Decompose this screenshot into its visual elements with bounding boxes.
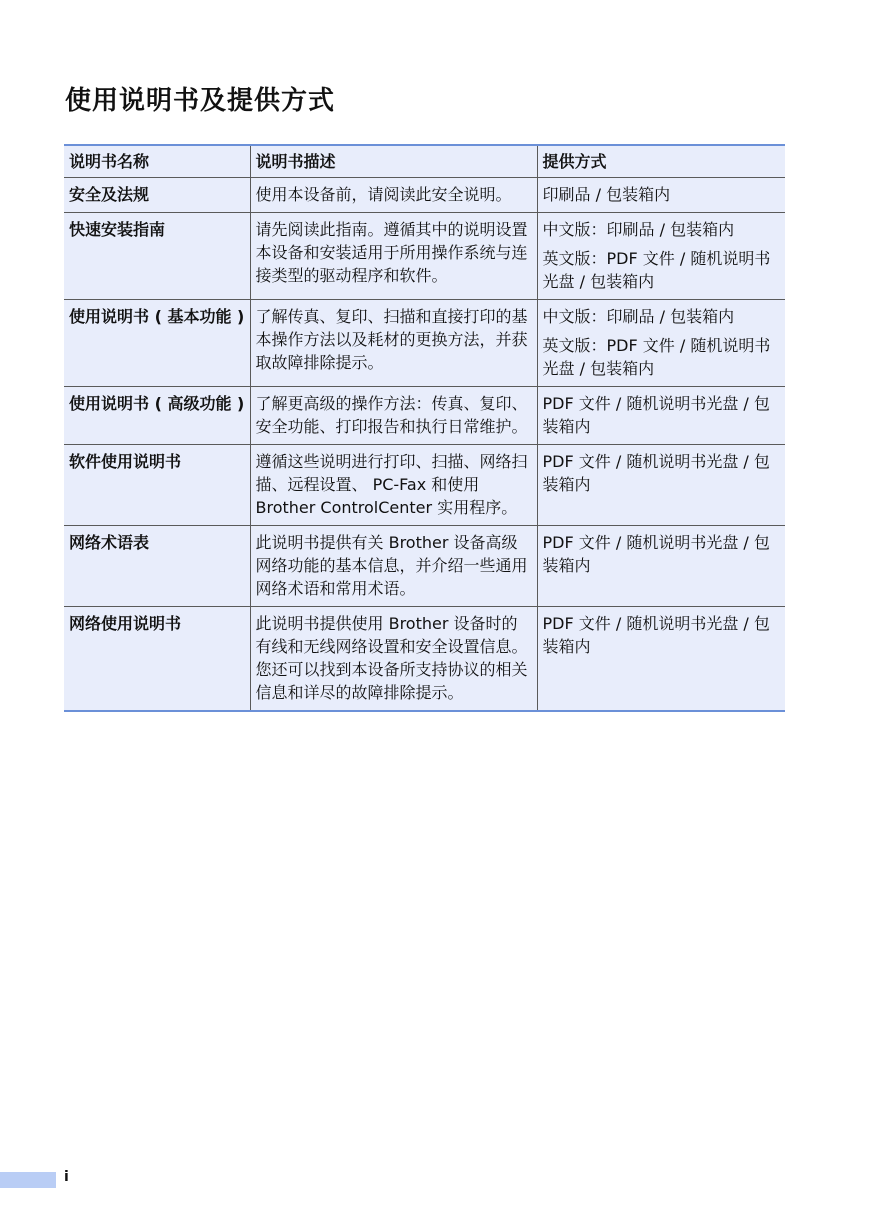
- delivery-text: 中文版：印刷品 / 包装箱内: [542, 307, 735, 326]
- delivery-cell: [537, 445, 785, 526]
- manual-name: 使用说明书 ( 基本功能 ): [64, 300, 250, 387]
- table-row: [64, 300, 785, 387]
- delivery-cell: [537, 607, 785, 711]
- table-header-row: [64, 146, 785, 178]
- manuals-table: [64, 144, 785, 712]
- manual-description: 请先阅读此指南。遵循其中的说明设置本设备和安装适用于所用操作系统与连接类型的驱动程序和软件。: [250, 213, 537, 300]
- table-row: [64, 178, 785, 213]
- manual-name: 网络使用说明书: [64, 607, 250, 711]
- delivery-text: 英文版：PDF 文件 / 随机说明书光盘 / 包装箱内: [542, 249, 771, 291]
- manual-description: 了解传真、复印、扫描和直接打印的基本操作方法以及耗材的更换方法，并获取故障排除提示。: [250, 300, 537, 387]
- delivery-cell: [537, 178, 785, 213]
- manual-description: 使用本设备前，请阅读此安全说明。: [250, 178, 537, 213]
- header-delivery-method: 提供方式: [537, 146, 785, 178]
- delivery-text: PDF 文件 / 随机说明书光盘 / 包装箱内: [542, 394, 770, 436]
- page-title: 使用说明书及提供方式: [65, 86, 336, 116]
- manual-description: 此说明书提供有关 Brother 设备高级网络功能的基本信息，并介绍一些通用网络术语和常用术语。: [250, 526, 537, 607]
- delivery-cell: [537, 213, 785, 300]
- header-manual-name: 说明书名称: [64, 146, 250, 178]
- delivery-text: PDF 文件 / 随机说明书光盘 / 包装箱内: [542, 533, 770, 575]
- delivery-text: 英文版：PDF 文件 / 随机说明书光盘 / 包装箱内: [542, 336, 771, 378]
- delivery-cell: [537, 300, 785, 387]
- table-row: [64, 607, 785, 711]
- manual-description: 此说明书提供使用 Brother 设备时的有线和无线网络设置和安全设置信息。您还可以找到本设备所支持协议的相关信息和详尽的故障排除提示。: [250, 607, 537, 711]
- delivery-text: 印刷品 / 包装箱内: [542, 185, 671, 204]
- manual-name: 使用说明书 ( 高级功能 ): [64, 387, 250, 445]
- table-row: [64, 387, 785, 445]
- delivery-cell: [537, 526, 785, 607]
- delivery-text: PDF 文件 / 随机说明书光盘 / 包装箱内: [542, 452, 770, 494]
- manual-name: 快速安装指南: [64, 213, 250, 300]
- page-tab-marker: [0, 1172, 56, 1188]
- manual-description: 了解更高级的操作方法：传真、复印、安全功能、打印报告和执行日常维护。: [250, 387, 537, 445]
- delivery-cell: [537, 387, 785, 445]
- delivery-text: PDF 文件 / 随机说明书光盘 / 包装箱内: [542, 614, 770, 656]
- manual-name: 软件使用说明书: [64, 445, 250, 526]
- delivery-text: 中文版：印刷品 / 包装箱内: [542, 220, 735, 239]
- manual-description: 遵循这些说明进行打印、扫描、网络扫描、远程设置、 PC-Fax 和使用 Brother ControlCenter 实用程序。: [250, 445, 537, 526]
- manual-name: 安全及法规: [64, 178, 250, 213]
- manual-name: 网络术语表: [64, 526, 250, 607]
- table-row: [64, 526, 785, 607]
- header-manual-description: 说明书描述: [250, 146, 537, 178]
- table-row: [64, 213, 785, 300]
- table-row: [64, 445, 785, 526]
- page-number: i: [64, 1169, 69, 1185]
